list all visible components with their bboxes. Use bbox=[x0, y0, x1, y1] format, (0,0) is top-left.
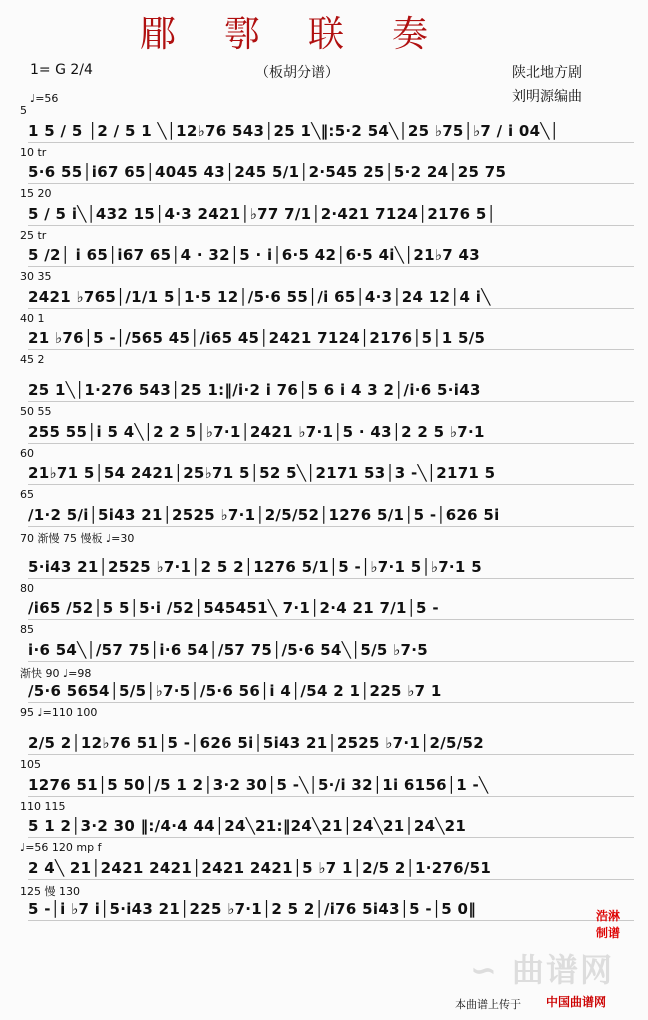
measure-annotations: 105 bbox=[20, 758, 41, 771]
notes-row: ∕i65 ∕52│5 5│5·i ∕52│545451╲ 7·1│2·4 21 7∕1│5 - bbox=[28, 599, 439, 617]
measure-annotations: 10 tr bbox=[20, 145, 47, 159]
notes-row: 5 -│i ♭7 i│5·i43 21│225 ♭7·1│2 5 2│∕i76 5i43│5 -│5 0‖ bbox=[28, 900, 477, 918]
score-line bbox=[0, 405, 648, 447]
beam-underline bbox=[28, 702, 634, 703]
measure-annotations: 25 tr bbox=[20, 228, 47, 242]
composer-label: 刘明源编曲 bbox=[512, 89, 582, 105]
genre-label: 陕北地方剧 bbox=[512, 65, 582, 81]
beam-underline bbox=[28, 754, 634, 755]
score-line bbox=[0, 665, 648, 707]
score-line bbox=[0, 883, 648, 925]
measure-annotations: 30 35 bbox=[20, 270, 52, 283]
score-line bbox=[0, 447, 648, 489]
beam-underline bbox=[28, 225, 634, 226]
notes-row: 255 55│i 5 4╲│2 2 5│♭7·1│2421 ♭7·1│5 · 43│2 2 5 ♭7·1 bbox=[28, 422, 485, 441]
beam-underline bbox=[28, 142, 634, 143]
measure-annotations: 65 bbox=[20, 488, 34, 501]
score-subtitle: （板胡分谱） bbox=[255, 65, 339, 81]
notes-row: 1276 51│5 50│∕5 1 2│3·2 30│5 -╲│5·∕i 32│1i 6156│1 -╲ bbox=[28, 775, 489, 794]
measure-annotations: 40 1 bbox=[20, 311, 45, 325]
measure-annotations: 60 bbox=[20, 446, 34, 460]
score-line bbox=[0, 623, 648, 665]
tempo-marking: ♩=56 bbox=[30, 92, 59, 105]
notes-row: 25 1╲│1·276 543│25 1:‖∕i·2 i 76│5 6 i 4 3 2│∕i·6 5·i43 bbox=[28, 381, 481, 399]
score-line bbox=[0, 104, 648, 146]
score-line bbox=[0, 270, 648, 312]
measure-annotations: 5 bbox=[20, 104, 27, 117]
score-line bbox=[0, 229, 648, 271]
beam-underline bbox=[28, 578, 634, 579]
notes-row: 5·i43 21│2525 ♭7·1│2 5 2│1276 5∕1│5 -│♭7·1 5│♭7·1 5 bbox=[28, 557, 482, 576]
measure-annotations: 50 55 bbox=[20, 405, 52, 418]
measure-annotations: 85 bbox=[20, 623, 34, 636]
notes-row: 21 ♭76│5 -│∕565 45│∕i65 45│2421 7124│2176│5│1 5∕5 bbox=[28, 329, 486, 347]
notes-row: ∕1·2 5∕i│5i43 21│2525 ♭7·1│2∕5∕52│1276 5∕1│5 -│626 5i bbox=[28, 505, 500, 524]
upload-label: 本曲谱上传于 bbox=[455, 998, 521, 1011]
score-line bbox=[0, 800, 648, 842]
measure-annotations: 80 bbox=[20, 581, 34, 595]
measure-annotations: 125 慢 130 bbox=[20, 884, 80, 898]
score-line bbox=[0, 353, 648, 405]
beam-underline bbox=[28, 349, 634, 350]
score-line bbox=[0, 187, 648, 229]
notes-row: 1 5 ∕ 5 │2 ∕ 5 1 ╲│12♭76 543│25 1╲‖:5·2 54╲│25 ♭75│♭7 ∕ i 04╲│ bbox=[28, 121, 560, 140]
beam-underline bbox=[28, 266, 634, 267]
notes-row: 21♭71 5│54 2421│25♭71 5│52 5╲│2171 53│3 -╲│2171 5 bbox=[28, 464, 496, 482]
score-body bbox=[0, 104, 648, 924]
measure-annotations: 45 2 bbox=[20, 353, 45, 366]
beam-underline bbox=[28, 183, 634, 184]
measure-annotations: ♩=56 120 mp f bbox=[20, 841, 102, 854]
beam-underline bbox=[28, 796, 634, 797]
score-line bbox=[0, 312, 648, 354]
notes-row: 5 ∕2│ i 65│i67 65│4 · 32│5 · i│6·5 42│6·5 4i╲│21♭7 43 bbox=[28, 246, 480, 264]
notes-row: 5 ∕ 5 i╲│432 15│4·3 2421│♭77 7∕1│2·421 7124│2176 5│ bbox=[28, 204, 496, 223]
score-line bbox=[0, 582, 648, 624]
notes-row: 2421 ♭765│∕1∕1 5│1·5 12│∕5·6 55│∕i 65│4·3│24 12│4 i╲ bbox=[28, 287, 491, 306]
beam-underline bbox=[28, 920, 634, 921]
beam-underline bbox=[28, 484, 634, 485]
credit-label: 浩淋制谱 bbox=[596, 909, 621, 940]
beam-underline bbox=[28, 308, 634, 309]
site-logo[interactable]: 中国曲谱网 bbox=[546, 995, 607, 1009]
beam-underline bbox=[28, 879, 634, 880]
measure-annotations: 70 渐慢 75 慢板 ♩=30 bbox=[20, 531, 135, 545]
beam-underline bbox=[28, 837, 634, 838]
measure-annotations: 15 20 bbox=[20, 187, 52, 200]
notes-row: ∕5·6 5654│5∕5│♭7·5│∕5·6 56│i 4│∕54 2 1│225 ♭7 1 bbox=[28, 682, 442, 700]
score-line bbox=[0, 758, 648, 800]
notes-row: 2∕5 2│12♭76 51│5 -│626 5i│5i43 21│2525 ♭7·1│2∕5∕52 bbox=[28, 734, 484, 752]
measure-annotations: 95 ♩=110 100 bbox=[20, 706, 98, 719]
score-line bbox=[0, 841, 648, 883]
score-line bbox=[0, 706, 648, 758]
watermark-logo: ∽ 曲谱网 bbox=[470, 951, 614, 989]
measure-annotations: 110 115 bbox=[20, 799, 66, 813]
beam-underline bbox=[28, 401, 634, 402]
beam-underline bbox=[28, 661, 634, 662]
notes-row: i·6 54╲│∕57 75│i·6 54│∕57 75│∕5·6 54╲│5∕5 ♭7·5 bbox=[28, 640, 429, 659]
score-line bbox=[0, 488, 648, 530]
beam-underline bbox=[28, 526, 634, 527]
score-title: 郿鄠联奏 bbox=[140, 14, 477, 55]
notes-row: 5 1 2│3·2 30 ‖:∕4·4 44│24╲21:‖24╲21│24╲21│24╲21 bbox=[28, 817, 467, 835]
beam-underline bbox=[28, 619, 634, 620]
score-line bbox=[0, 530, 648, 582]
measure-annotations: 渐快 90 ♩=98 bbox=[20, 666, 92, 680]
beam-underline bbox=[28, 443, 634, 444]
notes-row: 5·6 55│i67 65│4045 43│245 5∕1│2·545 25│5·2 24│25 75 bbox=[28, 163, 507, 181]
notes-row: 2 4╲ 21│2421 2421│2421 2421│5 ♭7 1│2∕5 2│1·276∕51 bbox=[28, 858, 492, 877]
score-line bbox=[0, 146, 648, 188]
key-signature: 1= G 2/4 bbox=[30, 62, 93, 78]
